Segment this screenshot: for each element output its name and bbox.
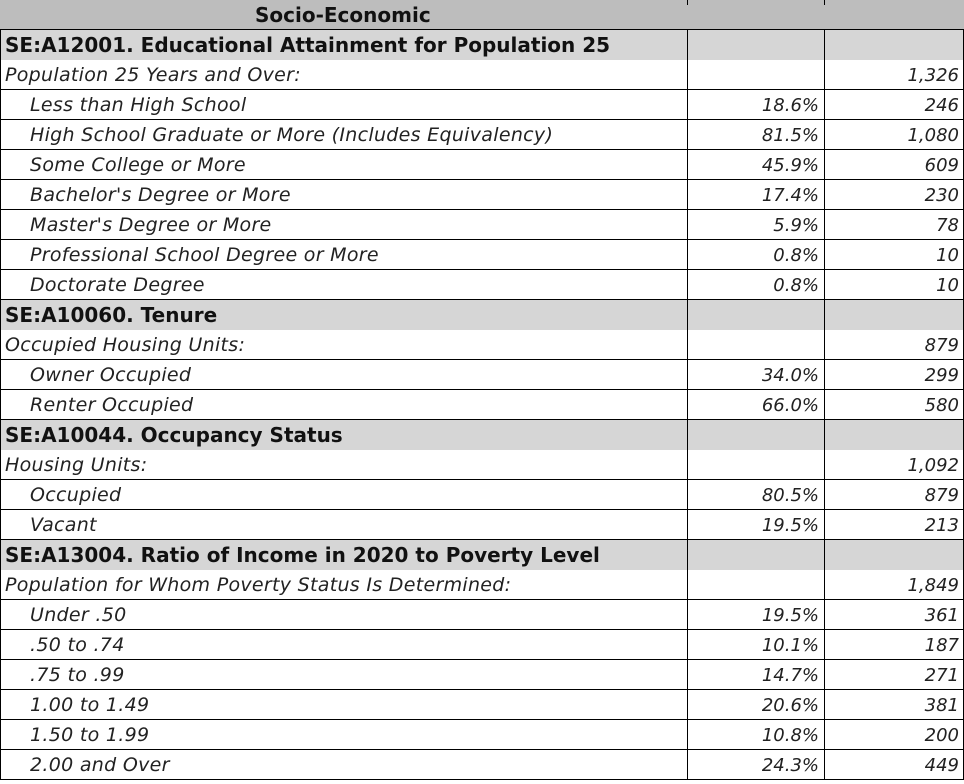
table-row-count: 78	[824, 210, 964, 240]
table-row-percent: 10.1%	[687, 630, 824, 660]
table-row	[0, 480, 964, 510]
table-row	[0, 750, 964, 780]
table-row	[0, 270, 964, 300]
table-row-percent: 10.8%	[687, 720, 824, 750]
section-header-row-count	[824, 300, 964, 330]
section-header-row-percent	[687, 30, 824, 60]
section-header-row	[0, 300, 964, 330]
table-row-count: 299	[824, 360, 964, 390]
table-row	[0, 720, 964, 750]
table-row-label: .50 to .74	[0, 630, 687, 660]
table-row-percent: 5.9%	[687, 210, 824, 240]
table-row-count: 381	[824, 690, 964, 720]
table-row-label: 1.00 to 1.49	[0, 690, 687, 720]
table-row-label: Vacant	[0, 510, 687, 540]
table-title-row	[0, 0, 964, 30]
universe-row-label: Occupied Housing Units:	[0, 330, 687, 360]
table-row-label: 1.50 to 1.99	[0, 720, 687, 750]
table-row-count: 246	[824, 90, 964, 120]
section-header-row-count	[824, 420, 964, 450]
table-row	[0, 90, 964, 120]
table-row-label: Less than High School	[0, 90, 687, 120]
table-row-label: .75 to .99	[0, 660, 687, 690]
section-header-row-label: SE:A12001. Educational Attainment for Population 25	[0, 30, 687, 60]
table-row-label: Occupied	[0, 480, 687, 510]
universe-row	[0, 60, 964, 90]
table-row-count: 187	[824, 630, 964, 660]
table-row-count: 10	[824, 270, 964, 300]
table-row-label: High School Graduate or More (Includes Equivalency)	[0, 120, 687, 150]
table-row	[0, 510, 964, 540]
table-row-percent: 80.5%	[687, 480, 824, 510]
table-row-percent: 20.6%	[687, 690, 824, 720]
column-divider-mark	[824, 0, 825, 5]
universe-row-percent	[687, 330, 824, 360]
table-row	[0, 630, 964, 660]
universe-row-percent	[687, 60, 824, 90]
table-row	[0, 390, 964, 420]
section-header-row	[0, 540, 964, 570]
section-header-row-percent	[687, 540, 824, 570]
table-row-label: Some College or More	[0, 150, 687, 180]
section-header-row-label: SE:A10060. Tenure	[0, 300, 687, 330]
universe-row-label: Housing Units:	[0, 450, 687, 480]
universe-row-count: 879	[824, 330, 964, 360]
table-row	[0, 690, 964, 720]
universe-row-percent	[687, 570, 824, 600]
table-row-count: 449	[824, 750, 964, 780]
table-row-percent: 18.6%	[687, 90, 824, 120]
table-row-percent: 19.5%	[687, 600, 824, 630]
universe-row-label: Population 25 Years and Over:	[0, 60, 687, 90]
universe-row-count: 1,092	[824, 450, 964, 480]
section-header-row	[0, 420, 964, 450]
table-row-percent: 0.8%	[687, 240, 824, 270]
section-header-row-label: SE:A13004. Ratio of Income in 2020 to Poverty Level	[0, 540, 687, 570]
table-row	[0, 660, 964, 690]
table-row-count: 230	[824, 180, 964, 210]
section-header-row-label: SE:A10044. Occupancy Status	[0, 420, 687, 450]
universe-row-label: Population for Whom Poverty Status Is Determined:	[0, 570, 687, 600]
table-row-count: 10	[824, 240, 964, 270]
universe-row-count: 1,849	[824, 570, 964, 600]
table-title: Socio-Economic	[255, 3, 431, 27]
table-row-label: Professional School Degree or More	[0, 240, 687, 270]
table-row-count: 361	[824, 600, 964, 630]
table-row	[0, 210, 964, 240]
table-row-percent: 34.0%	[687, 360, 824, 390]
table-row	[0, 240, 964, 270]
universe-row	[0, 450, 964, 480]
table-row-label: Bachelor's Degree or More	[0, 180, 687, 210]
table-row-percent: 0.8%	[687, 270, 824, 300]
table-row-percent: 14.7%	[687, 660, 824, 690]
table-row-label: Under .50	[0, 600, 687, 630]
table-row	[0, 600, 964, 630]
section-header-row-count	[824, 540, 964, 570]
table-row-count: 271	[824, 660, 964, 690]
section-header-row-count	[824, 30, 964, 60]
universe-row-percent	[687, 450, 824, 480]
table-row	[0, 360, 964, 390]
table-row-percent: 19.5%	[687, 510, 824, 540]
table-row-percent: 17.4%	[687, 180, 824, 210]
universe-row	[0, 570, 964, 600]
table-row-count: 879	[824, 480, 964, 510]
table-row-count: 609	[824, 150, 964, 180]
table-row	[0, 120, 964, 150]
table-row-count: 213	[824, 510, 964, 540]
universe-row-count: 1,326	[824, 60, 964, 90]
table-row-percent: 66.0%	[687, 390, 824, 420]
table-row-count: 580	[824, 390, 964, 420]
table-row-label: Owner Occupied	[0, 360, 687, 390]
table-row-label: 2.00 and Over	[0, 750, 687, 780]
table-row-count: 200	[824, 720, 964, 750]
section-header-row	[0, 30, 964, 60]
table-row-percent: 81.5%	[687, 120, 824, 150]
section-header-row-percent	[687, 300, 824, 330]
table-row	[0, 150, 964, 180]
universe-row	[0, 330, 964, 360]
table-row-label: Master's Degree or More	[0, 210, 687, 240]
table-row-label: Renter Occupied	[0, 390, 687, 420]
table-row-percent: 24.3%	[687, 750, 824, 780]
section-header-row-percent	[687, 420, 824, 450]
table-row-percent: 45.9%	[687, 150, 824, 180]
column-divider-mark	[687, 0, 688, 5]
table-row-count: 1,080	[824, 120, 964, 150]
table-row-label: Doctorate Degree	[0, 270, 687, 300]
table-row	[0, 180, 964, 210]
